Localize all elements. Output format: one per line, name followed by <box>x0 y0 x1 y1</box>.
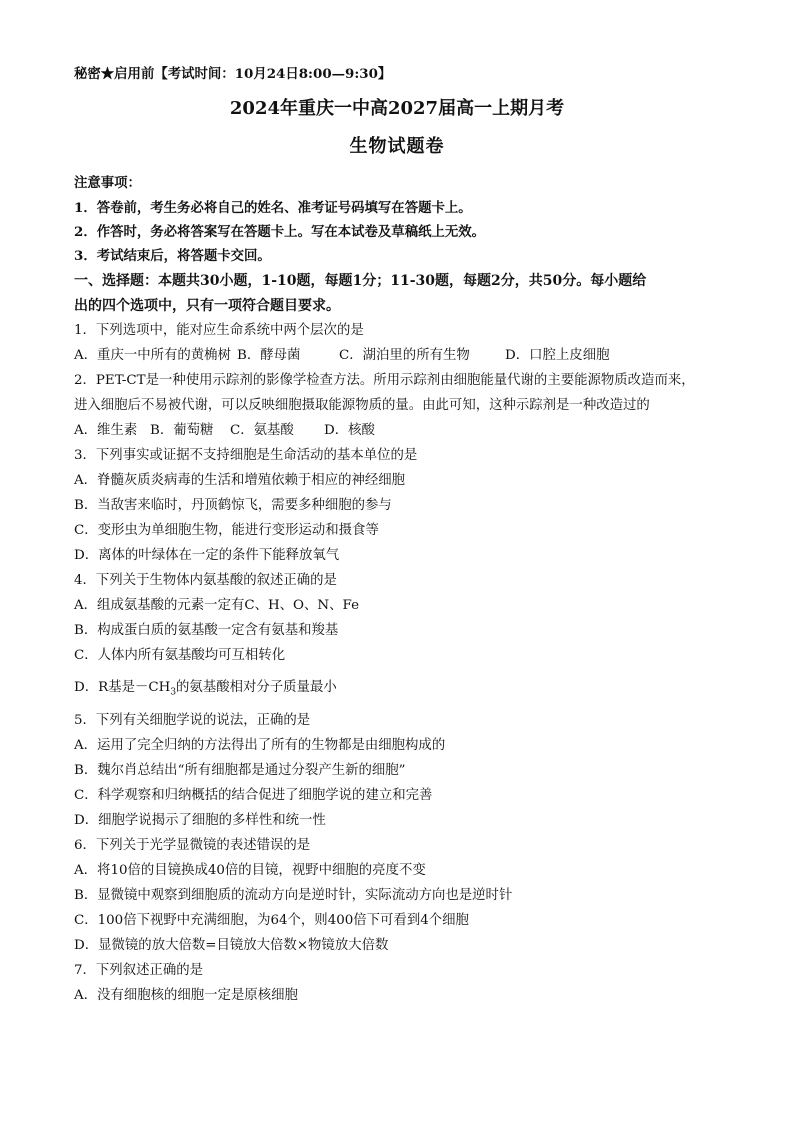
question-4-stem: 4．下列关于生物体内氨基酸的叙述正确的是 <box>74 573 337 588</box>
question-1-options <box>74 347 609 365</box>
exam-header-line <box>74 65 391 83</box>
q1-option-b: B．酵母菌 <box>237 348 301 363</box>
question-3-stem: 3．下列事实或证据不支持细胞是生命活动的基本单位的是 <box>74 448 418 463</box>
q5-option-b: B．魏尔肖总结出“所有细胞都是通过分裂产生新的细胞” <box>74 763 406 778</box>
note-item-3: 3．考试结束后，将答题卡交回。 <box>74 248 271 264</box>
q5-option-d: D．细胞学说揭示了细胞的多样性和统一性 <box>74 813 326 828</box>
q4-option-b: B．构成蛋白质的氨基酸一定含有氨基和羧基 <box>74 623 339 638</box>
q3-option-a: A．脊髓灰质炎病毒的生活和增殖依赖于相应的神经细胞 <box>74 473 406 488</box>
question-2-stem-2: 进入细胞后不易被代谢，可以反映细胞摄取能源物质的量。由此可知，这种示踪剂是一种改造过的 <box>74 398 650 413</box>
q3-option-d: D．离体的叶绿体在一定的条件下能释放氧气 <box>74 548 340 563</box>
q2-option-a: A．维生素 <box>74 423 138 438</box>
q6-option-a: A．将10倍的目镜换成40倍的目镜，视野中细胞的亮度不变 <box>74 863 426 878</box>
q2-option-c: C．氨基酸 <box>230 423 294 438</box>
exam-title: 2024年重庆一中高2027届高一上期月考 <box>229 98 565 119</box>
question-2-options <box>74 422 375 440</box>
question-1-stem: 1．下列选项中，能对应生命系统中两个层次的是 <box>74 323 364 338</box>
q4-option-c: C．人体内所有氨基酸均可互相转化 <box>74 648 286 663</box>
q6-option-b: B．显微镜中观察到细胞质的流动方向是逆时针，实际流动方向也是逆时针 <box>74 888 513 903</box>
q1-option-d: D．口腔上皮细胞 <box>505 348 610 363</box>
q4-option-d-pre: D．R基是－CH <box>74 680 171 695</box>
q2-option-d: D．核酸 <box>324 423 375 438</box>
q4-option-d-post: 的氨基酸相对分子质量最小 <box>176 680 337 695</box>
question-6-stem: 6．下列关于光学显微镜的表述错误的是 <box>74 838 311 853</box>
section-heading-line-2: 出的四个选项中，只有一项符合题目要求。 <box>74 298 340 314</box>
notes-heading: 注意事项： <box>74 175 141 191</box>
q3-option-b: B．当敌害来临时，丹顶鹤惊飞，需要多种细胞的参与 <box>74 498 392 513</box>
q5-option-c: C．科学观察和归纳概括的结合促进了细胞学说的建立和完善 <box>74 788 433 803</box>
note-item-1: 1．答卷前，考生务必将自己的姓名、准考证号码填写在答题卡上。 <box>74 200 472 216</box>
q4-option-a: A．组成氨基酸的元素一定有C、H、O、N、Fe <box>74 598 360 613</box>
section-heading-line-1: 一、选择题：本题共30小题，1-10题，每题1分；11-30题，每题2分，共50分。每小题给 <box>74 273 647 289</box>
q4-option-d <box>74 679 337 702</box>
question-7-stem: 7．下列叙述正确的是 <box>74 963 204 978</box>
secret-label: 秘密★启用前 <box>74 66 155 82</box>
exam-time: 【考试时间：10月24日8:00—9:30】 <box>154 66 392 82</box>
note-item-2: 2．作答时，务必将答案写在答题卡上。写在本试卷及草稿纸上无效。 <box>74 224 486 240</box>
q3-option-c: C．变形虫为单细胞生物，能进行变形运动和摄食等 <box>74 523 379 538</box>
q5-option-a: A．运用了完全归纳的方法得出了所有的生物都是由细胞构成的 <box>74 738 446 753</box>
q7-option-a: A．没有细胞核的细胞一定是原核细胞 <box>74 988 298 1003</box>
q2-option-b: B．葡萄糖 <box>150 423 214 438</box>
q1-option-c: C．湖泊里的所有生物 <box>339 348 470 363</box>
q6-option-c: C．100倍下视野中充满细胞，为64个，则400倍下可看到4个细胞 <box>74 913 469 928</box>
question-2-stem-1: 2．PET-CT是一种使用示踪剂的影像学检查方法。所用示踪剂由细胞能量代谢的主要能源物质改造而来， <box>74 373 695 388</box>
q1-option-a: A．重庆一中所有的黄桷树 <box>74 348 231 363</box>
q4-option-d-sub: 3 <box>170 687 177 698</box>
question-5-stem: 5．下列有关细胞学说的说法，正确的是 <box>74 713 311 728</box>
exam-subtitle: 生物试题卷 <box>349 136 445 157</box>
q6-option-d: D．显微镜的放大倍数=目镜放大倍数×物镜放大倍数 <box>74 938 389 953</box>
